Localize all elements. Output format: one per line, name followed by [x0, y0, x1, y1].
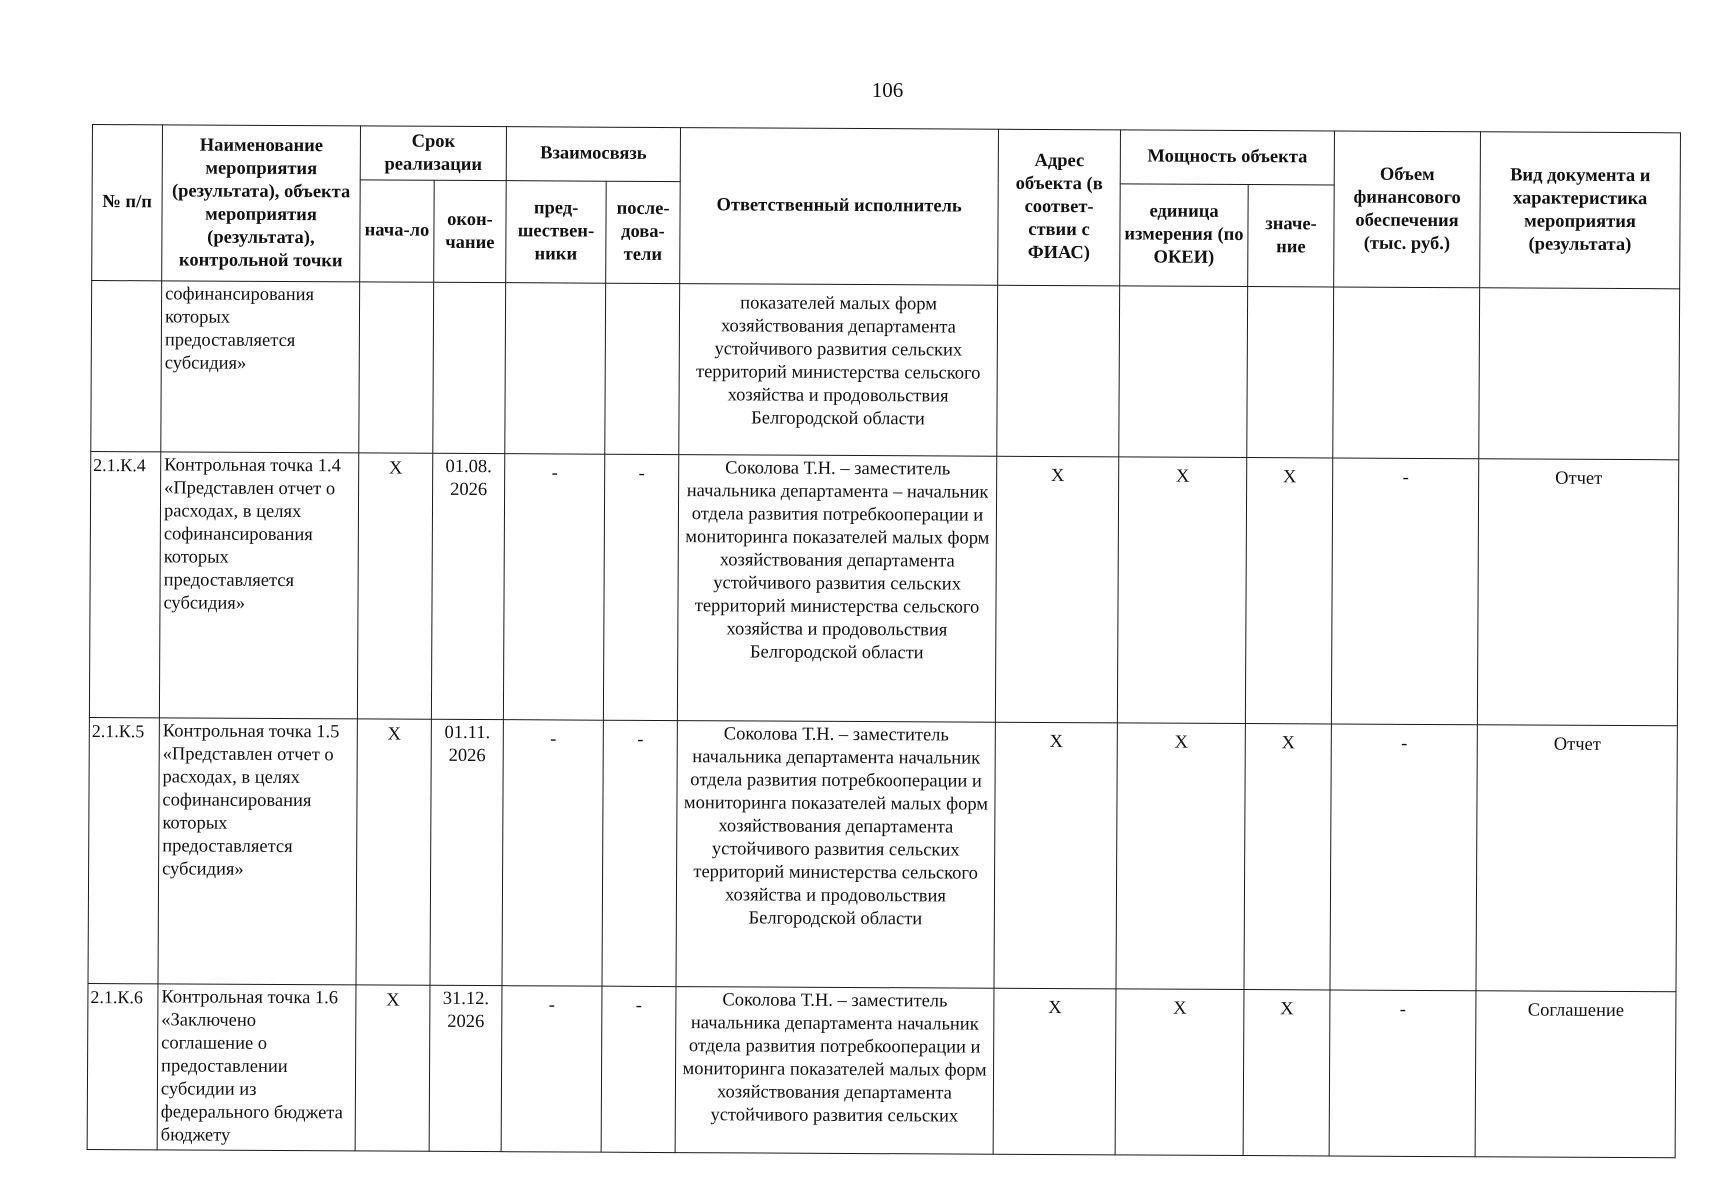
header-term-end: окон-чание	[434, 180, 507, 282]
cell-unit: X	[1116, 723, 1245, 990]
cell-value: X	[1243, 990, 1330, 1156]
cell-address: X	[993, 988, 1116, 1155]
header-finance: Объем финансового обеспечения (тыс. руб.)	[1334, 131, 1481, 288]
table-row	[87, 983, 1676, 1157]
cell-name: Контрольная точка 1.4 «Представлен отчет о расходах, в целях софинансирования которых предоставляется субсидия»	[159, 452, 358, 719]
cell-doc	[1479, 288, 1680, 460]
cell-address: X	[994, 722, 1117, 989]
cell-responsible: Соколова Т.Н. – заместитель начальника департамента начальник отдела развития потребкооперации и мониторинга показателей малых форм хозяйствования департамента устойчивого развития сельских территорий министерства сельского хозяйства и продовольствия Белгородской области	[676, 721, 995, 989]
cell-unit: X	[1117, 457, 1246, 724]
cell-num: 2.1.К.6	[87, 983, 158, 1149]
header-address: Адрес объекта (в соответ-ствии с ФИАС)	[998, 129, 1121, 286]
cell-finance: -	[1331, 458, 1478, 725]
cell-succ: -	[603, 454, 678, 720]
cell-value: X	[1245, 458, 1332, 724]
page-number: 106	[871, 78, 904, 102]
cell-succ	[605, 283, 680, 454]
cell-start: X	[356, 719, 431, 985]
cell-responsible: Соколова Т.Н. – заместитель начальника департамента начальник отдела развития потребкооперации и мониторинга показателей малых форм хозяйствования департамента устойчивого развития сельских	[675, 987, 994, 1155]
cell-value: X	[1244, 724, 1331, 990]
cell-num	[91, 281, 162, 452]
cell-unit	[1119, 286, 1248, 458]
header-term: Срок реализации	[360, 126, 506, 181]
header-name: Наименование мероприятия (результата), объекта мероприятия (результата), контрольной точки	[162, 125, 361, 282]
cell-num: 2.1.К.5	[88, 717, 159, 983]
header-link-succ: после-дова-тели	[606, 181, 681, 283]
cell-address: X	[995, 456, 1118, 723]
cell-doc: Отчет	[1477, 459, 1678, 726]
cell-doc: Отчет	[1476, 725, 1677, 992]
table-row	[89, 451, 1678, 725]
cell-name: Контрольная точка 1.5 «Представлен отчет о расходах, в целях софинансирования которых предоставляется субсидия»	[158, 718, 357, 985]
cell-finance: -	[1329, 990, 1476, 1157]
cell-finance: -	[1330, 724, 1477, 991]
cell-responsible: Соколова Т.Н. – заместитель начальника департамента – начальник отдела развития потребкооперации и мониторинга показателей малых форм хозяйствования департамента устойчивого развития сельских территорий министерства сельского хозяйства и продовольствия Белгородской области	[677, 455, 996, 723]
cell-finance	[1333, 287, 1480, 459]
header-responsible: Ответственный исполнитель	[680, 128, 999, 286]
table-header	[92, 125, 1681, 289]
header-link-pred: пред-шествен-ники	[506, 181, 607, 284]
header-capacity-value: значе-ние	[1248, 185, 1335, 287]
cell-address	[997, 285, 1120, 457]
cell-name: Контрольная точка 1.6 «Заключено соглашение о предоставлении субсидии из федерального бюджета бюджету	[157, 984, 356, 1151]
cell-doc: Соглашение	[1475, 991, 1676, 1158]
cell-start: X	[357, 453, 432, 719]
table-row	[88, 717, 1677, 991]
cell-num: 2.1.К.4	[89, 451, 160, 717]
cell-pred: -	[502, 720, 603, 987]
cell-end: 01.08. 2026	[431, 453, 504, 719]
header-num: № п/п	[92, 125, 163, 281]
document-sheet	[87, 124, 1680, 1158]
cell-end	[433, 282, 506, 453]
cell-responsible: показателей малых форм хозяйствования департамента устойчивого развития сельских территорий министерства сельского хозяйства и продовольствия Белгородской области	[679, 284, 998, 457]
cell-start: X	[355, 985, 430, 1151]
header-capacity-unit: единица измерения (по ОКЕИ)	[1120, 184, 1249, 287]
cell-succ: -	[601, 986, 676, 1152]
cell-name: софинансирования которых предоставляется субсидия»	[161, 281, 360, 453]
cell-pred: -	[503, 454, 604, 721]
cell-unit: X	[1115, 989, 1244, 1156]
header-term-start: нача-ло	[360, 180, 435, 282]
cell-pred: -	[501, 986, 602, 1153]
table-row	[91, 281, 1680, 460]
header-doc-type: Вид документа и характеристика мероприятия (результата)	[1480, 132, 1681, 289]
cell-value	[1247, 287, 1334, 458]
cell-succ: -	[602, 720, 677, 986]
cell-end: 01.11. 2026	[430, 719, 503, 985]
header-link: Взаимосвязь	[506, 127, 680, 182]
header-capacity: Мощность объекта	[1120, 130, 1334, 185]
activities-table	[87, 124, 1681, 1158]
cell-pred	[505, 283, 606, 455]
cell-end: 31.12. 2026	[429, 985, 502, 1151]
cell-start	[359, 282, 434, 453]
